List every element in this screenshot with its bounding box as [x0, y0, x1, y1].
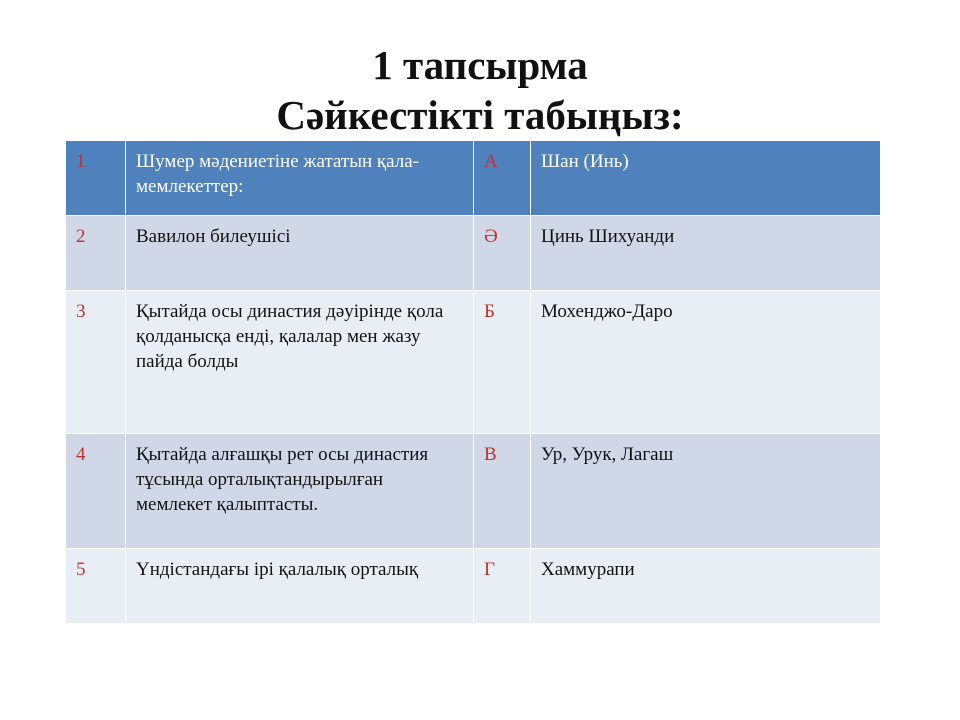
table-row-5: [66, 549, 881, 624]
row-letter: А: [474, 141, 531, 216]
row-statement: Қытайда алғашқы рет осы династия тұсында орталықтандырылған мемлекет қалыптасты.: [126, 434, 474, 549]
row-answer: Ур, Урук, Лагаш: [531, 434, 881, 549]
row-statement: Үндістандағы ірі қалалық орталық: [126, 549, 474, 624]
row-number: 1: [66, 141, 126, 216]
table-row-1: [66, 141, 881, 216]
row-letter: Б: [474, 291, 531, 434]
row-answer: Хаммурапи: [531, 549, 881, 624]
row-statement: Шумер мәдениетіне жататын қала-мемлекеттер:: [126, 141, 474, 216]
row-letter: Г: [474, 549, 531, 624]
row-statement: Вавилон билеушісі: [126, 216, 474, 291]
row-number: 4: [66, 434, 126, 549]
row-number: 2: [66, 216, 126, 291]
table-row-3: [66, 291, 881, 434]
title-line-2: Сәйкестікті табыңыз:: [276, 92, 684, 138]
row-number: 5: [66, 549, 126, 624]
title-line-1: 1 тапсырма: [372, 42, 588, 88]
table-row-2: [66, 216, 881, 291]
row-number: 3: [66, 291, 126, 434]
row-answer: Цинь Шихуанди: [531, 216, 881, 291]
row-statement: Қытайда осы династия дәуірінде қола қолданысқа енді, қалалар мен жазу пайда болды: [126, 291, 474, 434]
row-letter: Ә: [474, 216, 531, 291]
matching-table: [65, 140, 881, 624]
row-answer: Шан (Инь): [531, 141, 881, 216]
slide-title: [0, 40, 960, 140]
row-letter: В: [474, 434, 531, 549]
row-answer: Мохенджо-Даро: [531, 291, 881, 434]
table-row-4: [66, 434, 881, 549]
